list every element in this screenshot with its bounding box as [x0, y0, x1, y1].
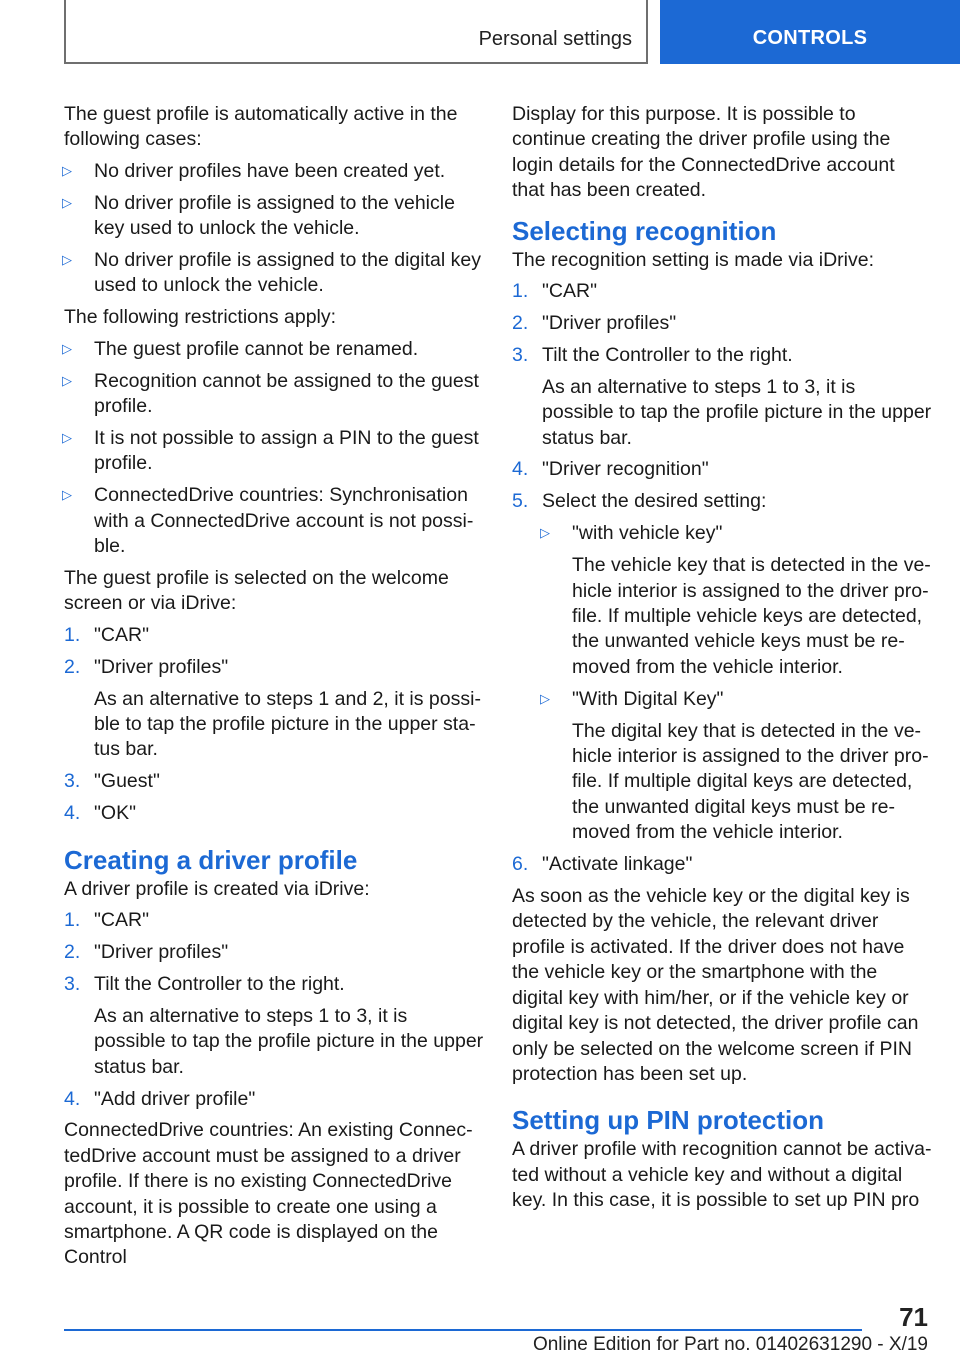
page-number: 71 [899, 1302, 928, 1332]
option-note: The digital key that is detected in the vehicle interior is assigned to the driver profile. If multiple digital keys are detected, the unwanted digital keys must be removed from the vehicle interior. [572, 719, 929, 844]
step-note: As an alternative to steps 1 and 2, it is possible to tap the profile picture in the upper status bar. [94, 687, 481, 761]
paragraph: The recognition setting is made via iDrive: [512, 248, 874, 271]
triangle-right-icon: ▷ [62, 252, 72, 268]
step-number: 4. [64, 802, 81, 825]
paragraph: A driver profile is created via iDrive: [64, 877, 370, 900]
list-item: ▷ The guest profile cannot be renamed. [62, 337, 419, 360]
paragraph: The guest profile is selected on the welcome screen or via iDrive: [64, 567, 449, 615]
step-item: 1. "CAR" [64, 623, 484, 648]
right-column [512, 102, 932, 1220]
triangle-right-icon: ▷ [540, 690, 550, 706]
left-column [64, 102, 484, 1277]
triangle-right-icon: ▷ [62, 162, 72, 178]
step-note: As an alternative to steps 1 to 3, it is possible to tap the profile picture in the upper status bar. [542, 375, 932, 449]
paragraph: The guest profile is automatically active in the following cases: [64, 103, 458, 151]
step-item: 2. "Driver profiles" [64, 655, 484, 680]
step-note: As an alternative to steps 1 to 3, it is possible to tap the profile picture in the upper status bar. [94, 1004, 484, 1078]
step-item: 1. "CAR" [512, 279, 932, 304]
list-item: ▷ "with vehicle key" [540, 522, 723, 545]
step-number: 1. [512, 280, 529, 303]
step-number: 1. [64, 623, 81, 646]
chapter-tab-label: CONTROLS [752, 26, 868, 49]
step-item: 4. "Driver recognition" [512, 457, 932, 482]
section-title: Personal settings [478, 28, 632, 50]
step-number: 3. [512, 343, 529, 366]
list-item: ▷ It is not possible to assign a PIN to the guest profile. [62, 426, 479, 475]
section-heading: Selecting recognition [512, 215, 777, 246]
chapter-tab[interactable] [660, 0, 960, 64]
triangle-right-icon: ▷ [62, 340, 72, 356]
step-item: 3. "Guest" [64, 769, 484, 794]
paragraph: Display for this purpose. It is possible to continue creating the driver profile using the login details for the ConnectedDrive account that has been created. [512, 103, 895, 202]
triangle-right-icon: ▷ [62, 429, 72, 445]
paragraph: A driver profile with recognition cannot be activated without a vehicle key and without a digital key. In this case, it is possible to set up PIN pro [512, 1138, 932, 1212]
step-item: 3. Tilt the Controller to the right. [512, 343, 932, 368]
list-item: ▷ Recognition cannot be assigned to the guest profile. [62, 369, 479, 418]
step-number: 5. [512, 490, 529, 513]
list-item: ▷ No driver profiles have been created yet. [62, 159, 446, 182]
paragraph: The following restrictions apply: [64, 306, 337, 329]
step-item: 5. Select the desired setting: [512, 489, 932, 514]
option-note: The vehicle key that is detected in the vehicle interior is assigned to the driver profile. If multiple vehicle keys are detected, the unwanted vehicle keys must be removed from the vehicle interior. [572, 554, 931, 678]
paragraph: As soon as the vehicle key or the digital key is detected by the vehicle, the relevant driver profile is activated. If the driver does not have the vehicle key or the smartphone with the digital key with him/her, or if the vehicle key or digital key is not detected, the driver profile can only be selected on the welcome screen if PIN protection has been set up. [512, 885, 919, 1085]
step-number: 3. [64, 770, 81, 793]
step-item: 6. "Activate linkage" [512, 852, 932, 877]
section-heading: Setting up PIN protection [512, 1105, 824, 1136]
triangle-right-icon: ▷ [62, 487, 72, 503]
step-number: 1. [64, 909, 81, 932]
step-number: 2. [64, 940, 81, 963]
step-number: 6. [512, 853, 529, 876]
list-item: ▷ "With Digital Key" [540, 687, 724, 710]
triangle-right-icon: ▷ [540, 525, 550, 541]
step-item: 4. "Add driver profile" [64, 1087, 484, 1112]
option-list [542, 521, 932, 845]
list-item: ▷ ConnectedDrive countries: Synchronisation with a ConnectedDrive account is not possible. [62, 484, 474, 558]
step-number: 4. [512, 458, 529, 481]
step-item: 3. Tilt the Controller to the right. [64, 972, 484, 997]
step-item: 2. "Driver profiles" [512, 311, 932, 336]
step-number: 2. [512, 311, 529, 334]
step-item: 1. "CAR" [64, 908, 484, 933]
paragraph: ConnectedDrive countries: An existing ConnectedDrive account must be assigned to a driver profile. If there is no existing ConnectedDrive account, it is possible to create one using a smartphone. A QR code is displayed on the Control [64, 1119, 473, 1269]
step-item: 4. "OK" [64, 801, 484, 826]
triangle-right-icon: ▷ [62, 194, 72, 210]
triangle-right-icon: ▷ [62, 372, 72, 388]
step-number: 2. [64, 655, 81, 678]
step-number: 4. [64, 1087, 81, 1110]
header-frame [64, 0, 648, 64]
edition-note: Online Edition for Part no. 01402631290 - X/19 [532, 1334, 928, 1355]
list-item: ▷ No driver profile is assigned to the vehicle key used to unlock the vehicle. [62, 191, 455, 240]
footer-divider [64, 1329, 862, 1331]
step-item: 2. "Driver profiles" [64, 940, 484, 965]
step-number: 3. [64, 972, 81, 995]
list-item: ▷ No driver profile is assigned to the digital key used to unlock the vehicle. [62, 249, 481, 297]
section-heading: Creating a driver profile [64, 844, 358, 875]
